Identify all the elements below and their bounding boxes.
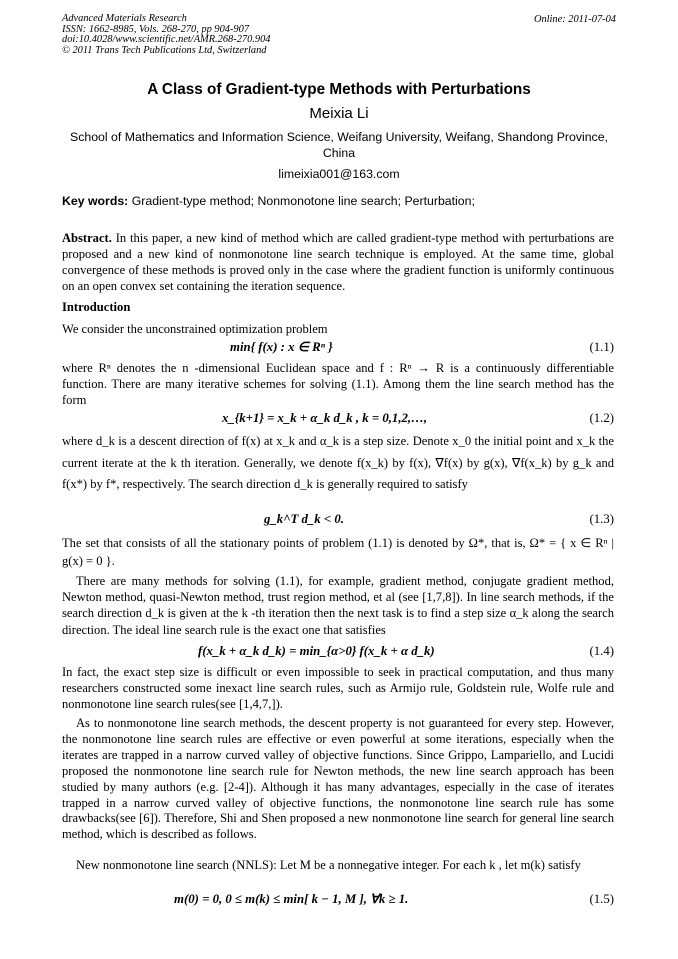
intro-paragraph-5: There are many methods for solving (1.1), for example, gradient method, conjugate gradient method, Newton method, quasi-Newton method, trust region method, et al (see [1,7,8]). In line search methods, if the search direction d_k is given at the k -th iteration then the next task is to find a step size α_k along the search direction. The ideal line search rule is the exact one that satisfies	[62, 574, 614, 637]
equation-1-2	[62, 411, 614, 429]
keywords-text: Gradient-type method; Nonmonotone line search; Perturbation;	[131, 194, 475, 208]
abstract-label: Abstract.	[62, 231, 112, 245]
equation-1-5	[62, 892, 614, 910]
keywords-label: Key words:	[62, 194, 129, 208]
equation-1-1	[62, 340, 614, 358]
intro-paragraph-7: As to nonmonotone line search methods, the descent property is not guaranteed for every step. However, the nonmonotone line search rules are effective or even powerful at some iterations, especially when the iterates are trapped in a narrow curved valley of objective functions. Since Grippo, Lampariello, and Lucidi proposed the nonmonotone line search rule for Newton methods, the new line search approach has been studied by many authors (e.g. [2-4]). Although it has many advantages, especially in the case of iterates trapped in a narrow curved valley of objective functions, the nonmonotone line search rule has some drawbacks(see [6]). Therefore, Shi and Shen proposed a new nonmonotone line search for general line search method, which is described as follows.	[62, 716, 614, 842]
intro-paragraph-3: where d_k is a descent direction of f(x) at x_k and α_k is a step size. Denote x_0 the initial point and x_k the current iterate at the k th iteration. Generally, we denote f(x_k) by f(x), ∇f(x) by g(x), ∇f(x_k) by g_k and f(x*) by f*, respectively. The search direction d_k is generally required to satisfy	[62, 434, 614, 491]
equation-number: (1.1)	[589, 340, 614, 354]
intro-paragraph-4: The set that consists of all the stationary points of problem (1.1) is denoted by Ω*, that is, Ω* = { x ∈ Rⁿ | g(x) = 0 }.	[62, 536, 614, 568]
doi-line[interactable]: doi:10.4028/www.scientific.net/AMR.268-270.904	[62, 34, 271, 46]
intro-paragraph-8: New nonmonotone line search (NNLS): Let M be a nonnegative integer. For each k , let m(k) satisfy	[76, 858, 581, 872]
abstract-text: In this paper, a new kind of method which are called gradient-type method with perturbations are proposed and a new kind of nonmonotone line search technique is employed. At the same time, global convergence of these methods is proved only in the case where the gradient function is uniformly continuous on an open convex set containing the iteration sequence.	[62, 231, 614, 293]
equation-number: (1.2)	[589, 411, 614, 425]
journal-name: Advanced Materials Research	[62, 13, 187, 24]
intro-paragraph-2: where Rⁿ denotes the n -dimensional Euclidean space and f : Rⁿ → R is a continuously differentiable function. There are many iterative schemes for solving (1.1). Among them the line search method has the form	[62, 361, 614, 407]
equation-number: (1.4)	[589, 644, 614, 658]
equation-expression: g_k^T d_k < 0.	[264, 512, 344, 526]
equation-expression: m(0) = 0, 0 ≤ m(k) ≤ min[ k − 1, M ], ∀k ≥ 1.	[174, 892, 409, 906]
equation-number: (1.5)	[589, 892, 614, 906]
section-heading: Introduction	[62, 300, 131, 314]
issn-line: ISSN: 1662-8985, Vols. 268-270, pp 904-907	[62, 23, 250, 35]
equation-1-3	[62, 512, 614, 530]
abstract	[62, 231, 614, 295]
keywords	[62, 194, 616, 208]
affiliation: School of Mathematics and Information Science, Weifang University, Weifang, Shandong Province, China	[70, 130, 608, 160]
author-email[interactable]: limeixia001@163.com	[278, 167, 400, 181]
online-date: Online: 2011-07-04	[533, 14, 616, 25]
equation-expression: x_{k+1} = x_k + α_k d_k , k = 0,1,2,…,	[222, 411, 428, 425]
equation-1-4	[62, 644, 614, 662]
intro-paragraph-1: We consider the unconstrained optimization problem	[62, 322, 328, 336]
copyright-line: © 2011 Trans Tech Publications Ltd, Switzerland	[62, 44, 267, 56]
intro-paragraph-6: In fact, the exact step size is difficult or even impossible to seek in practical computation, and thus many researchers constructed some inexact line search rules, such as Armijo rule, Goldstein rule, Wolfe rule and nonmonotone line search rules(see [1,4,7,]).	[62, 665, 614, 711]
author-name: Meixia Li	[309, 105, 369, 122]
journal-header	[62, 14, 270, 56]
equation-expression: min{ f(x) : x ∈ Rⁿ }	[230, 340, 333, 354]
paper-title: A Class of Gradient-type Methods with Perturbations	[147, 81, 531, 98]
equation-number: (1.3)	[589, 512, 614, 526]
equation-expression: f(x_k + α_k d_k) = min_{α>0} f(x_k + α d_k)	[198, 644, 435, 658]
